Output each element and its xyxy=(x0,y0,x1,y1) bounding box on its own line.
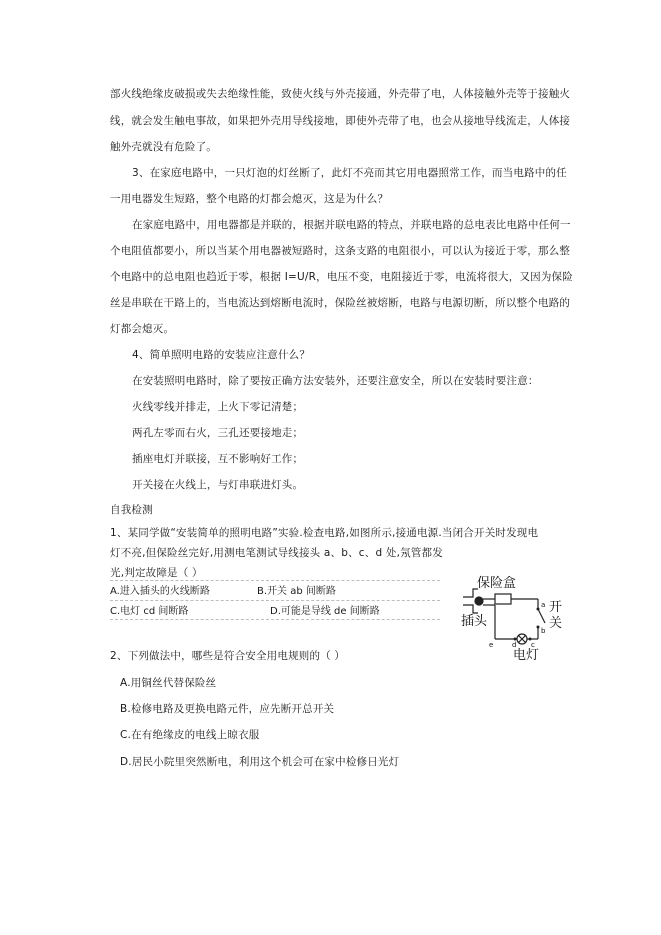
text-line: 线，就会发生触电事故，如果把外壳用导线接地，即使外壳带了电，也会从接地导线流走，人体接 xyxy=(110,115,571,127)
divider xyxy=(110,580,440,581)
text-line: 光,判定故障是（ ） xyxy=(110,567,203,579)
question-4: 4、简单照明电路的安装应注意什么？ xyxy=(132,349,311,361)
divider xyxy=(110,619,440,620)
option-a: A.用铜丝代替保险丝 xyxy=(120,677,217,689)
answer-4: 在安装照明电路时，除了要按正确方法安装外，还要注意安全，所以在安装时要注意： xyxy=(132,375,539,387)
point-label: c xyxy=(531,641,535,649)
section-heading: 自我检测 xyxy=(110,504,153,516)
text-line: 灯不亮,但保险丝完好,用测电笔测试导线接头 a、b、c、d 处,氖管都发 xyxy=(110,547,443,559)
option-d: D.居民小院里突然断电，利用这个机会可在家中检修日光灯 xyxy=(120,756,400,768)
text-line: 触外壳就没有危险了。 xyxy=(110,141,217,153)
option-b: B.开关 ab 间断路 xyxy=(257,586,336,597)
text-line: 丝是串联在干路上的，当电流达到熔断电流时，保险丝被熔断，电路与电源切断，所以整个电路的 xyxy=(110,297,571,309)
switch-label-1: 开 xyxy=(549,600,563,615)
option-b: B.检修电路及更换电路元件，应先断开总开关 xyxy=(120,703,335,715)
question-3: 3、在家庭电路中，一只灯泡的灯丝断了，此灯不亮而其它用电器照常工作，而当电路中的任 xyxy=(132,167,567,179)
option-c: C.电灯 cd 间断路 xyxy=(110,606,189,617)
option-d: D.可能是导线 de 间断路 xyxy=(270,606,380,617)
rule-line: 两孔左零而右火，三孔还要接地走； xyxy=(132,427,304,439)
lamp-label: 电灯 xyxy=(513,648,540,663)
point-label: a xyxy=(541,601,546,609)
test-question-2: 2、下列做法中，哪些是符合安全用电规则的（ ） xyxy=(110,650,346,662)
answer-3: 在家庭电路中，用电器都是并联的，根据并联电路的特点，并联电路的总电表比电路中任何一 xyxy=(132,219,571,231)
text-line: 一用电器发生短路，整个电路的灯都会熄灭，这是为什么？ xyxy=(110,193,389,205)
option-a: A.进入插头的火线断路 xyxy=(110,586,210,597)
point-label: b xyxy=(541,627,546,635)
text-line: 个电阻值都要小，所以当某个用电器被短路时，这条支路的电阻很小，可以认为接近于零，那么整 xyxy=(110,245,571,257)
test-question-1: 1、某同学做“安装简单的照明电路”实验.检查电路,如图所示,接通电源.当闭合开关时发现电 xyxy=(110,527,539,539)
rule-line: 开关接在火线上，与灯串联进灯头。 xyxy=(132,479,304,491)
plug-label: 插头 xyxy=(461,614,488,629)
text-line: 部火线绝缘皮破损或失去绝缘性能，致使火线与外壳接通，外壳带了电，人体接触外壳等于接触火 xyxy=(110,88,571,100)
text-line: 个电路中的总电阻也趋近于零，根据 I=U/R，电压不变，电阻接近于零，电流将很大，又因为保险 xyxy=(110,271,573,283)
rule-line: 火线零线并排走，上火下零记清楚； xyxy=(132,401,304,413)
text-line: 灯都会熄灭。 xyxy=(110,323,175,335)
option-c: C.在有绝缘皮的电线上晾衣服 xyxy=(120,729,260,741)
circuit-diagram xyxy=(455,565,580,665)
rule-line: 插座电灯并联接，互不影响好工作； xyxy=(132,453,304,465)
fuse-box-label: 保险盒 xyxy=(477,576,517,591)
point-label: d xyxy=(512,641,517,649)
switch-label-2: 关 xyxy=(549,616,563,631)
point-label: e xyxy=(489,641,494,649)
divider xyxy=(110,600,440,601)
